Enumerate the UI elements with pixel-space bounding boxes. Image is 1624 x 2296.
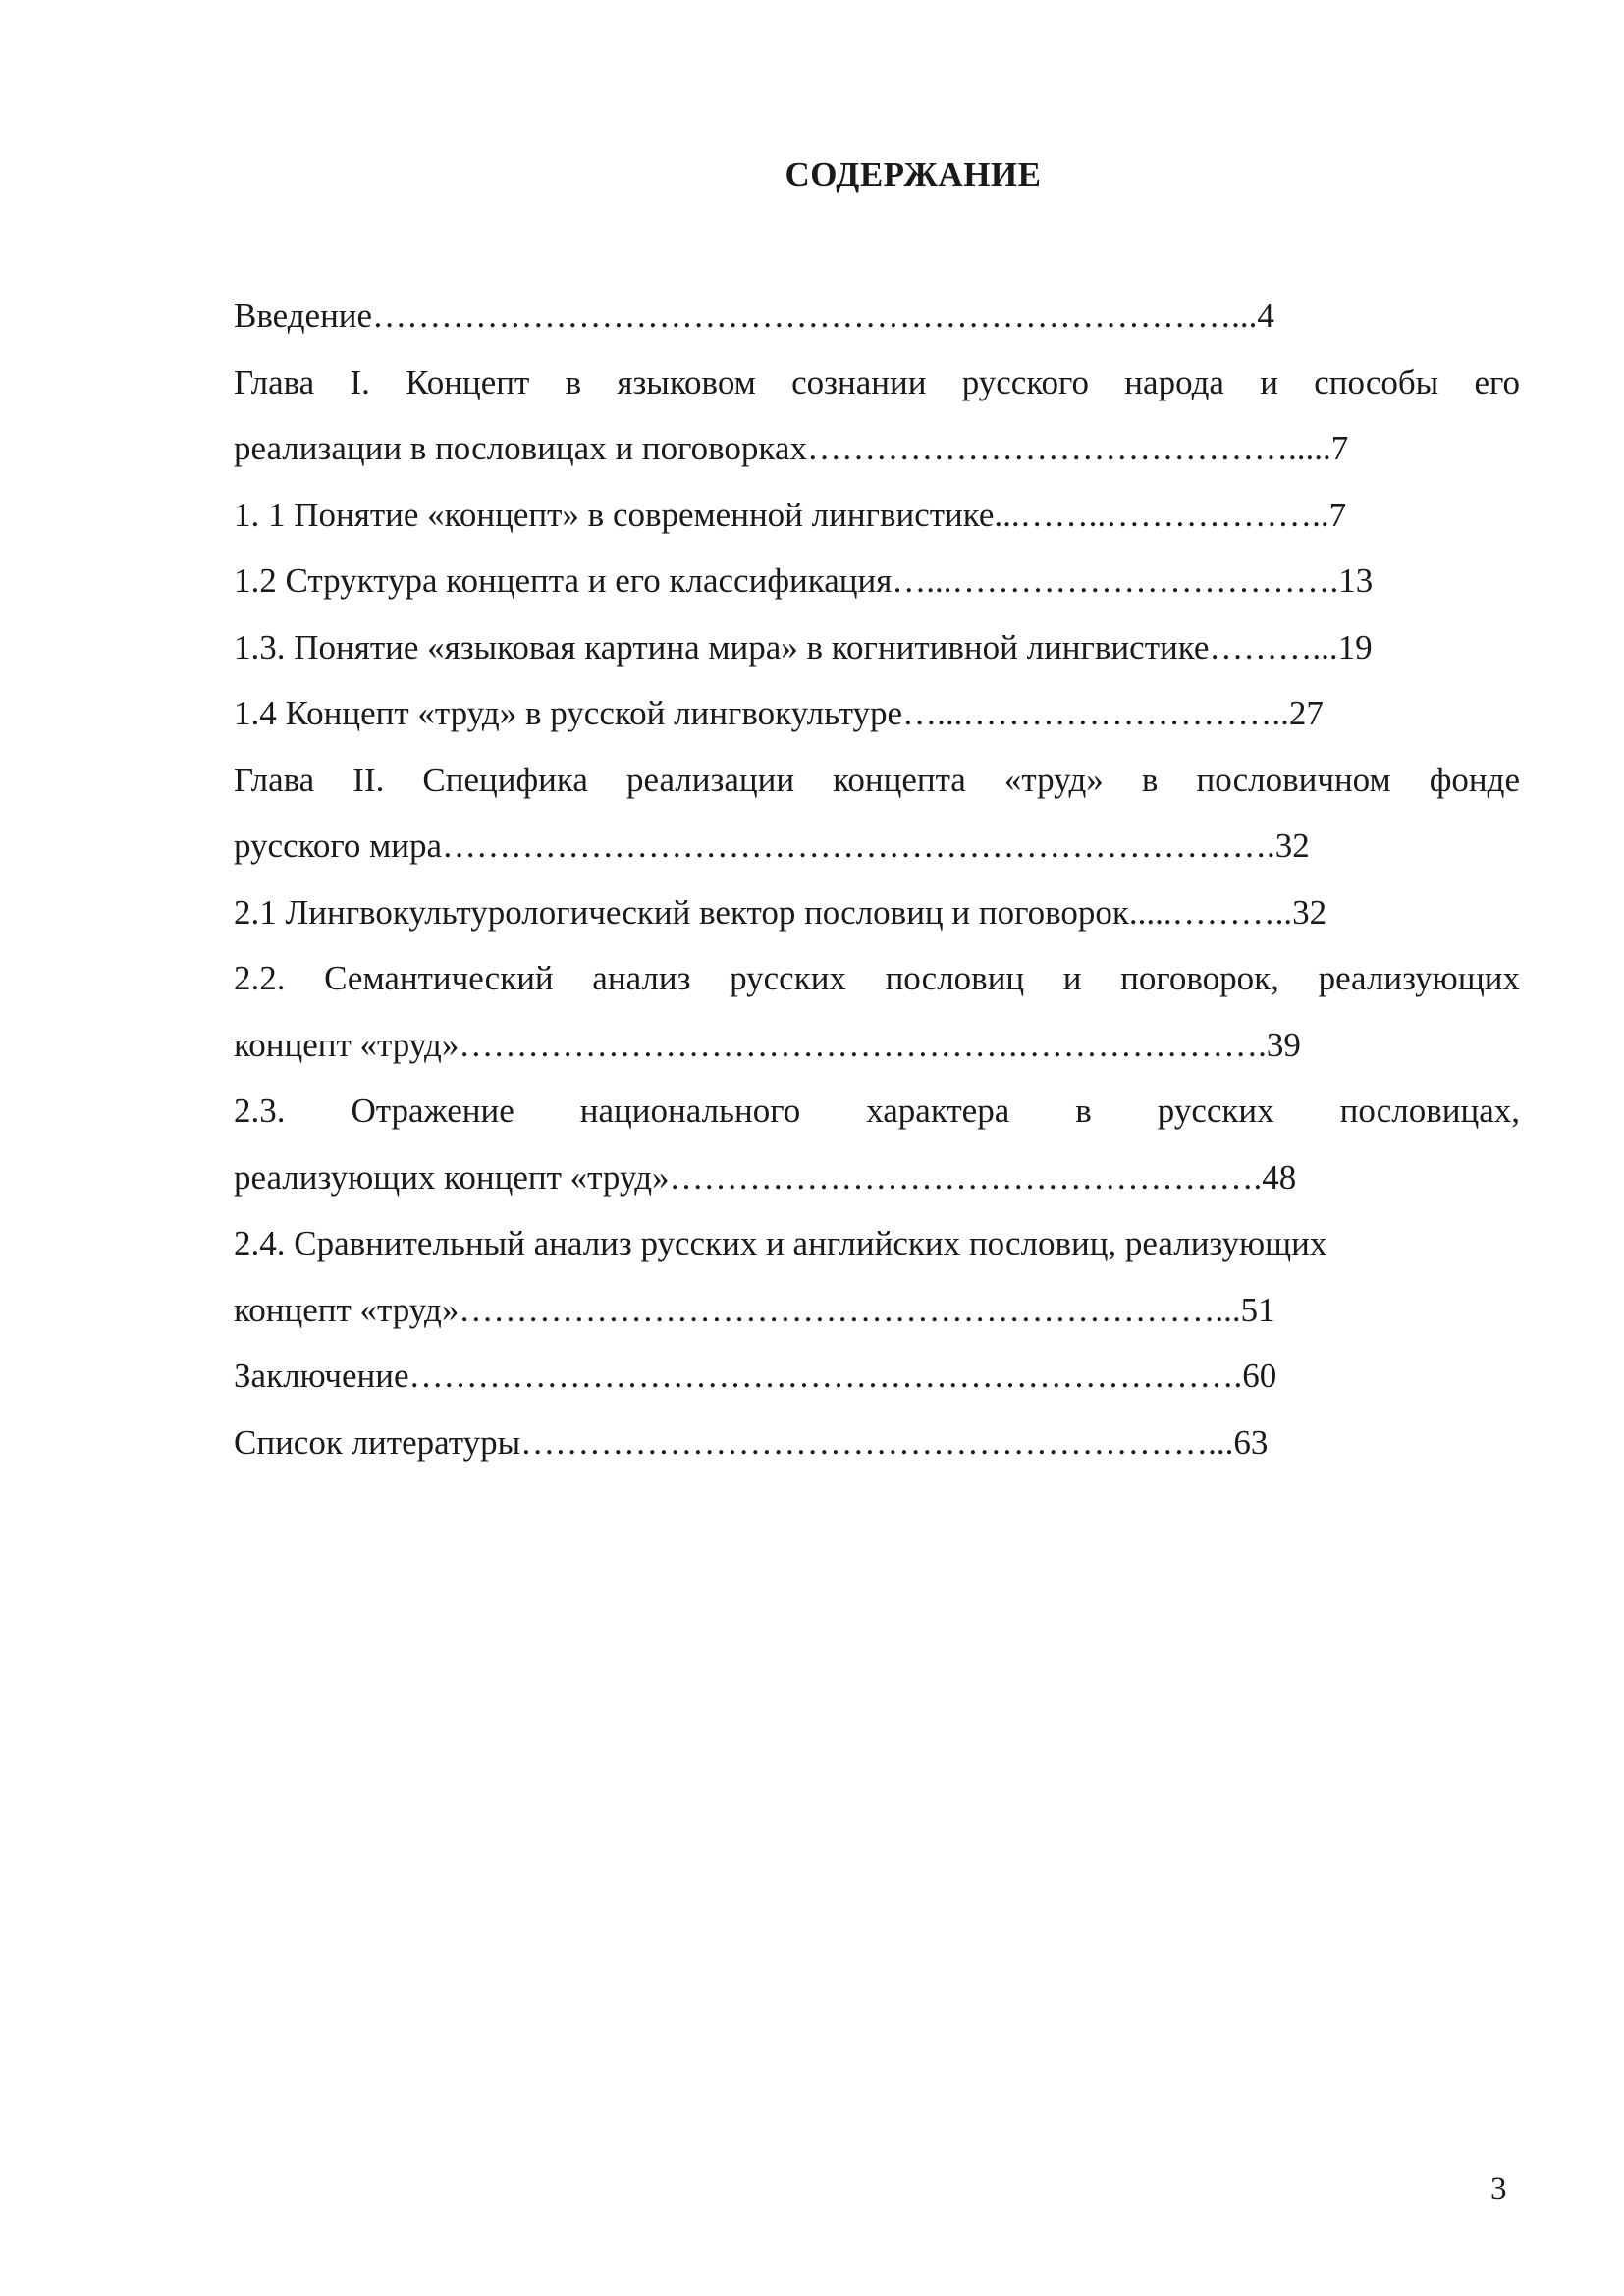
page-number: 3 — [1490, 2171, 1507, 2207]
toc-line: 2.4. Сравнительный анализ русских и английских пословиц, реализующих — [234, 1224, 1327, 1262]
table-of-contents — [234, 283, 1520, 1475]
toc-line: 2.2. Семантический анализ русских пословиц и поговорок, реализующих — [234, 959, 1520, 997]
toc-line: русского мира……………………………………………………………….32 — [234, 827, 1310, 865]
toc-line: 2.1 Лингвокультурологический вектор пословиц и поговорок.....………..32 — [234, 892, 1327, 932]
toc-line: 1.2 Структура концепта и его классификация…...…………………………….13 — [234, 561, 1374, 600]
toc-line: 1.4 Концепт «труд» в русской лингвокультуре…...………………………..27 — [234, 694, 1324, 732]
toc-line: реализации в пословицах и поговорках…………………………………….....7 — [234, 429, 1349, 467]
toc-line: концепт «труд»…………………………………………………………...51 — [234, 1290, 1275, 1329]
toc-line: 1.3. Понятие «языковая картина мира» в когнитивной лингвистике………...19 — [234, 627, 1373, 667]
toc-line: 1. 1 Понятие «концепт» в современной лингвистике...……..………………..7 — [234, 495, 1347, 534]
toc-line: Глава II. Специфика реализации концепта «труд» в пословичном фонде — [234, 760, 1520, 799]
toc-line: концепт «труд»………………………………………….………………….39 — [234, 1025, 1301, 1064]
toc-line: реализующих концепт «труд»…………………………………………….48 — [234, 1157, 1297, 1197]
toc-line: Глава I. Концепт в языковом сознании русского народа и способы его — [234, 362, 1520, 401]
page-title: СОДЕРЖАНИЕ — [785, 155, 1042, 193]
toc-line: Заключение……………………………………………………………….60 — [234, 1357, 1277, 1395]
toc-line: Введение…………………………………………………………………...4 — [234, 296, 1274, 335]
toc-line: Список литературы……………………………………………………...63 — [234, 1422, 1269, 1462]
toc-line: 2.3. Отражение национального характера в русских пословицах, — [234, 1092, 1520, 1130]
